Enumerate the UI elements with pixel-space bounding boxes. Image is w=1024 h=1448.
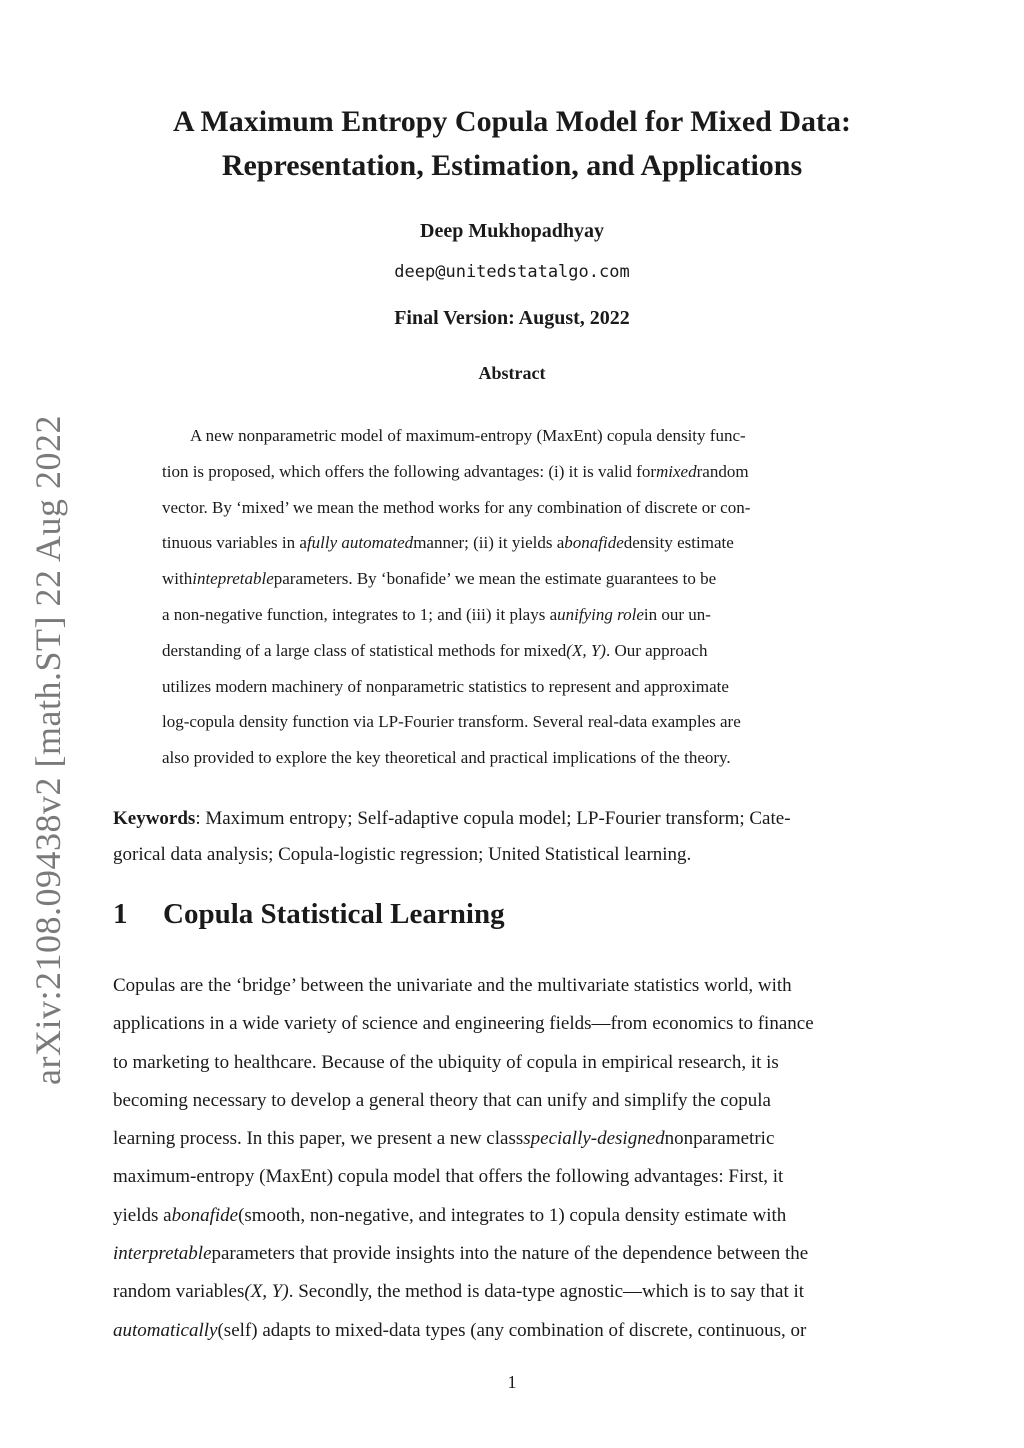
emphasis: intepretable (192, 569, 274, 589)
text-span: A new nonparametric model of maximum-entropy (MaxEnt) copula density func- (190, 426, 746, 445)
text-span: . Our approach (605, 640, 708, 660)
emphasis: unifying role (557, 604, 644, 624)
author-email: deep@unitedstatalgo.com (394, 262, 630, 282)
text-span: random (696, 461, 749, 481)
text-span (113, 1197, 786, 1235)
body-line (113, 1005, 912, 1043)
emphasis: bonafide (171, 1204, 239, 1226)
keywords-label: Keywords (113, 808, 196, 829)
section-title: Copula Statistical Learning (163, 898, 505, 930)
text-span: derstanding of a large class of statistical methods for mixed (162, 640, 567, 660)
text-span: Copulas are the ‘bridge’ between the univariate and the multivariate statistics world, with (113, 975, 792, 996)
text-span: in our un- (643, 604, 711, 624)
text-span: (smooth, non-negative, and integrates to 1) copula density estimate with (238, 1204, 787, 1226)
text-span: applications in a wide variety of science and engineering fields—from economics to finance (113, 1013, 814, 1035)
keywords-line (113, 800, 912, 836)
text-span: nonparametric (664, 1128, 775, 1150)
version-date: Final Version: August, 2022 (394, 307, 630, 329)
text-span (162, 633, 707, 669)
text-span: becoming necessary to develop a general theory that can unify and simplify the copula (113, 1089, 771, 1111)
text-span: with (162, 569, 193, 589)
body-paragraph (113, 967, 912, 1350)
page-number: 1 (507, 1372, 517, 1392)
body-line (113, 967, 912, 1005)
body-line (113, 1312, 912, 1350)
text-span: parameters. By ‘bonafide’ we mean the estimate guarantees to be (273, 569, 717, 589)
text-span: tinuous variables in a (162, 533, 307, 553)
text-span: manner; (ii) it yields a (413, 533, 565, 553)
text-span: to marketing to healthcare. Because of the ubiquity of copula in empirical research, it is (113, 1051, 779, 1073)
abstract-line (162, 704, 862, 740)
abstract-text (162, 418, 862, 776)
author-name: Deep Mukhopadhyay (420, 220, 604, 242)
text-span (162, 597, 711, 633)
text-span (113, 1235, 808, 1273)
text-span (162, 525, 734, 561)
section-heading (113, 898, 505, 931)
text-span: random variables (113, 1281, 245, 1303)
text-span (113, 1273, 804, 1311)
abstract-line (162, 490, 862, 526)
text-span: maximum-entropy (MaxEnt) copula model that offers the following advantages: First, it (113, 1166, 784, 1188)
body-line (113, 1273, 912, 1311)
body-line (113, 1158, 912, 1196)
text-span: yields a (113, 1204, 172, 1226)
text-span: . Secondly, the method is data-type agnostic—which is to say that it (288, 1281, 805, 1303)
abstract-line (162, 561, 862, 597)
text-span: log-copula density function via LP-Fourier transform. Several real-data examples are (162, 712, 741, 732)
abstract-line (162, 740, 862, 776)
abstract-line (162, 418, 862, 454)
text-span: vector. By ‘mixed’ we mean the method works for any combination of discrete or con- (162, 497, 751, 517)
keywords-line (113, 836, 912, 872)
text-span: density estimate (623, 533, 734, 553)
text-span: also provided to explore the key theoretical and practical implications of the theory. (162, 748, 731, 768)
emphasis: mixed (656, 461, 697, 481)
text-span: a non-negative function, integrates to 1; and (iii) it plays a (162, 604, 558, 624)
emphasis: fully automated (306, 533, 414, 553)
abstract-line (162, 525, 862, 561)
text-span: tion is proposed, which offers the following advantages: (i) it is valid for (162, 461, 657, 481)
text-span: learning process. In this paper, we present a new class (113, 1128, 524, 1150)
text-span: : Maximum entropy; Self-adaptive copula model; LP-Fourier transform; Cate- (195, 808, 791, 829)
abstract-heading: Abstract (478, 363, 546, 383)
body-line (113, 1120, 912, 1158)
math-expression: (X, Y) (244, 1281, 289, 1303)
emphasis: bonafide (564, 533, 624, 553)
paper-title (0, 100, 1024, 188)
body-line (113, 1082, 912, 1120)
keywords (113, 800, 912, 872)
body-line (113, 1044, 912, 1082)
text-span (162, 561, 716, 597)
text-span: (self) adapts to mixed-data types (any combination of discrete, continuous, or (217, 1319, 807, 1341)
body-line (113, 1235, 912, 1273)
text-span (113, 800, 791, 836)
title-line-1: A Maximum Entropy Copula Model for Mixed Data: (172, 105, 852, 138)
text-span: utilizes modern machinery of nonparametric statistics to represent and approximate (162, 676, 729, 696)
title-line-2: Representation, Estimation, and Applications (221, 149, 803, 182)
math-expression: (X, Y) (566, 640, 606, 660)
text-span: gorical data analysis; Copula-logistic regression; United Statistical learning. (113, 843, 692, 865)
text-span: parameters that provide insights into the nature of the dependence between the (211, 1243, 809, 1265)
abstract-line (162, 669, 862, 705)
text-span (113, 1312, 806, 1350)
text-span (162, 454, 749, 490)
emphasis: automatically (113, 1319, 218, 1341)
abstract-line (162, 633, 862, 669)
body-line (113, 1197, 912, 1235)
abstract-line (162, 597, 862, 633)
arxiv-identifier: arXiv:2108.09438v2 [math.ST] 22 Aug 2022 (28, 415, 68, 1085)
section-number: 1 (113, 898, 128, 930)
text-span (113, 1120, 774, 1158)
emphasis: specially-designed (523, 1128, 665, 1150)
abstract-line (162, 454, 862, 490)
emphasis: interpretable (113, 1243, 212, 1265)
